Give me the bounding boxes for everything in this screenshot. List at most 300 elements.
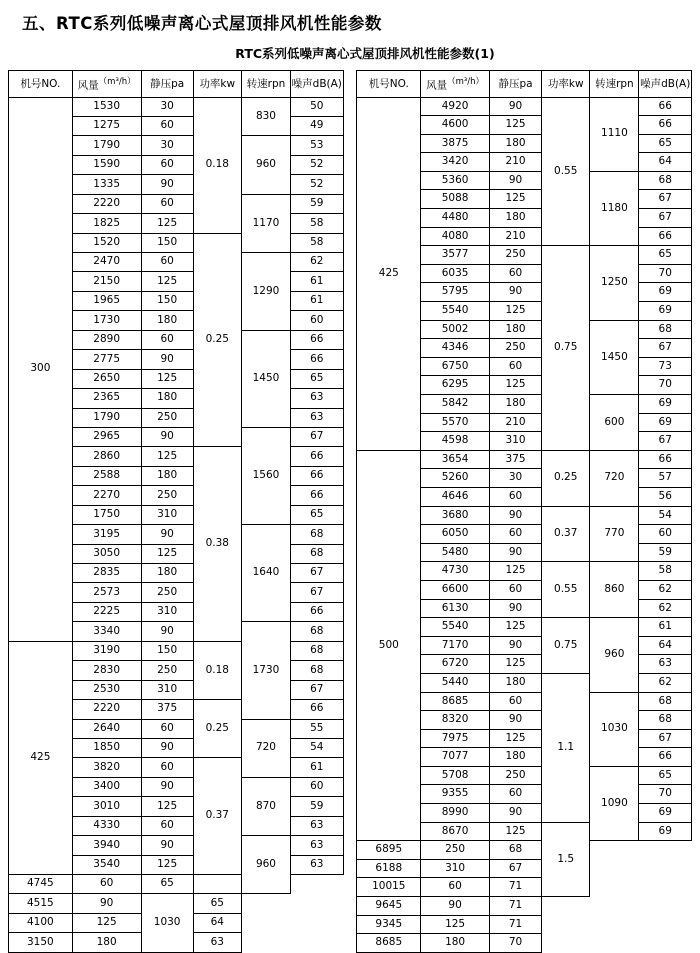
cell-noise: 68 (490, 841, 542, 860)
cell-pressure: 375 (490, 450, 542, 469)
cell-pressure: 60 (490, 487, 542, 506)
cell-flow: 2470 (72, 253, 141, 272)
cell-noise: 63 (193, 933, 241, 953)
cell-pressure: 90 (490, 171, 542, 190)
cell-flow: 2270 (72, 486, 141, 505)
cell-noise: 58 (291, 233, 344, 252)
cell-noise: 66 (291, 602, 344, 621)
cell-flow: 10015 (357, 878, 421, 897)
cell-pressure: 30 (141, 136, 193, 155)
cell-pressure: 125 (490, 376, 542, 395)
cell-pressure: 180 (141, 564, 193, 583)
cell-flow: 3195 (72, 525, 141, 544)
cell-flow: 6035 (421, 264, 490, 283)
cell-model: 300 (9, 97, 73, 641)
cell-flow: 1965 (72, 291, 141, 310)
cell-noise: 69 (639, 804, 692, 823)
cell-noise: 66 (639, 97, 692, 116)
cell-pressure: 125 (490, 302, 542, 321)
cell-flow: 3400 (72, 777, 141, 796)
cell-pressure: 60 (490, 692, 542, 711)
cell-flow: 4646 (421, 487, 490, 506)
cell-flow: 4100 (9, 913, 73, 932)
cell-noise: 66 (639, 450, 692, 469)
cell-flow: 2830 (72, 661, 141, 680)
cell-flow: 3540 (72, 855, 141, 874)
cell-noise: 53 (291, 136, 344, 155)
cell-pressure: 60 (421, 878, 490, 897)
cell-noise: 63 (291, 836, 344, 855)
cell-power: 0.18 (193, 97, 241, 233)
cell-noise: 61 (291, 291, 344, 310)
cell-noise: 68 (291, 641, 344, 660)
cell-noise: 63 (291, 855, 344, 874)
cell-pressure: 125 (141, 447, 193, 466)
cell-pressure: 310 (421, 859, 490, 878)
cell-noise: 62 (291, 253, 344, 272)
cell-rpm: 1030 (590, 692, 639, 766)
cell-power: 0.75 (542, 618, 590, 674)
cell-noise: 68 (639, 711, 692, 730)
cell-noise: 64 (193, 913, 241, 932)
cell-flow: 4920 (421, 97, 490, 116)
cell-pressure: 125 (141, 797, 193, 816)
cell-pressure: 180 (490, 134, 542, 153)
header-rpm: 转速rpn (241, 71, 290, 98)
cell-pressure: 210 (490, 227, 542, 246)
cell-flow: 3577 (421, 246, 490, 265)
cell-power: 1.1 (542, 673, 590, 822)
cell-noise: 63 (291, 389, 344, 408)
header-noise: 噪声dB(A) (291, 71, 344, 98)
cell-model: 425 (9, 641, 73, 874)
cell-noise: 70 (490, 934, 542, 953)
cell-noise: 61 (291, 758, 344, 777)
cell-pressure: 125 (141, 369, 193, 388)
table-row (357, 97, 692, 116)
header-pressure: 静压pa (141, 71, 193, 98)
cell-pressure: 60 (141, 719, 193, 738)
cell-flow: 2965 (72, 427, 141, 446)
header-flow (421, 71, 490, 98)
cell-flow: 1275 (72, 116, 141, 135)
header-flow-unit: （m³/h） (98, 77, 136, 87)
cell-noise: 67 (639, 729, 692, 748)
cell-noise: 66 (291, 330, 344, 349)
cell-flow: 8990 (421, 804, 490, 823)
cell-noise: 70 (639, 785, 692, 804)
cell-noise: 68 (639, 692, 692, 711)
cell-noise: 70 (639, 264, 692, 283)
table-row (357, 450, 692, 469)
cell-pressure: 180 (72, 933, 141, 953)
cell-noise: 65 (291, 505, 344, 524)
cell-pressure: 30 (141, 97, 193, 116)
cell-noise: 73 (639, 357, 692, 376)
cell-flow: 5570 (421, 413, 490, 432)
cell-noise: 61 (291, 272, 344, 291)
table-row (357, 859, 692, 878)
cell-noise: 65 (141, 875, 193, 894)
cell-pressure: 90 (141, 525, 193, 544)
cell-flow: 5540 (421, 618, 490, 637)
header-flow-label: 风量 (426, 79, 448, 92)
cell-flow: 6130 (421, 599, 490, 618)
cell-pressure: 125 (490, 822, 542, 841)
cell-flow: 6295 (421, 376, 490, 395)
cell-noise: 67 (291, 564, 344, 583)
cell-pressure: 90 (490, 506, 542, 525)
cell-pressure: 90 (490, 543, 542, 562)
cell-noise: 50 (291, 97, 344, 116)
cell-flow: 1530 (72, 97, 141, 116)
cell-pressure: 250 (141, 486, 193, 505)
cell-flow: 5842 (421, 395, 490, 414)
cell-flow: 1790 (72, 136, 141, 155)
cell-noise: 62 (639, 673, 692, 692)
table-row (357, 897, 692, 916)
table-caption: RTC系列低噪声离心式屋顶排风机性能参数(1) (235, 46, 495, 61)
cell-flow: 4730 (421, 562, 490, 581)
cell-noise: 65 (291, 369, 344, 388)
cell-noise: 58 (291, 214, 344, 233)
cell-flow: 4600 (421, 116, 490, 135)
cell-noise: 60 (291, 777, 344, 796)
cell-flow: 9355 (421, 785, 490, 804)
cell-flow: 5360 (421, 171, 490, 190)
cell-power: 0.25 (193, 700, 241, 758)
cell-noise: 68 (291, 525, 344, 544)
cell-rpm: 1290 (241, 253, 290, 331)
performance-table-left (8, 70, 344, 953)
cell-pressure: 250 (141, 583, 193, 602)
cell-pressure: 60 (490, 580, 542, 599)
cell-noise: 66 (639, 116, 692, 135)
cell-noise: 59 (639, 543, 692, 562)
cell-noise: 68 (639, 320, 692, 339)
cell-noise: 66 (291, 486, 344, 505)
cell-pressure: 60 (141, 253, 193, 272)
cell-noise: 71 (490, 915, 542, 934)
cell-pressure: 30 (490, 469, 542, 488)
cell-pressure: 90 (141, 427, 193, 446)
cell-flow: 5540 (421, 302, 490, 321)
cell-power: 0.25 (193, 233, 241, 447)
cell-pressure: 60 (490, 785, 542, 804)
table-body-right (357, 97, 692, 952)
cell-flow: 6750 (421, 357, 490, 376)
cell-flow: 1730 (72, 311, 141, 330)
cell-flow: 7077 (421, 748, 490, 767)
cell-rpm: 1450 (241, 330, 290, 427)
cell-noise: 67 (291, 427, 344, 446)
cell-noise: 67 (639, 432, 692, 451)
cell-flow: 2650 (72, 369, 141, 388)
cell-flow: 2588 (72, 466, 141, 485)
cell-noise: 52 (291, 175, 344, 194)
cell-flow: 4745 (9, 875, 73, 894)
cell-rpm: 1170 (241, 194, 290, 252)
cell-rpm: 770 (590, 506, 639, 562)
cell-pressure: 60 (141, 194, 193, 213)
cell-pressure: 60 (141, 155, 193, 174)
cell-model: 425 (357, 97, 421, 450)
cell-flow: 3654 (421, 450, 490, 469)
cell-rpm: 1640 (241, 525, 290, 622)
cell-flow: 8320 (421, 711, 490, 730)
cell-flow: 9645 (357, 897, 421, 916)
cell-flow: 1590 (72, 155, 141, 174)
cell-power: 1.5 (542, 822, 590, 896)
cell-noise: 65 (639, 134, 692, 153)
cell-flow: 3940 (72, 836, 141, 855)
cell-pressure: 90 (141, 777, 193, 796)
cell-flow: 8670 (421, 822, 490, 841)
cell-pressure: 90 (141, 350, 193, 369)
cell-pressure: 250 (490, 339, 542, 358)
cell-noise: 69 (639, 302, 692, 321)
cell-flow: 2530 (72, 680, 141, 699)
cell-pressure: 310 (141, 602, 193, 621)
cell-pressure: 90 (490, 636, 542, 655)
cell-flow: 1850 (72, 738, 141, 757)
cell-noise: 68 (639, 171, 692, 190)
cell-pressure: 60 (141, 116, 193, 135)
cell-flow: 6720 (421, 655, 490, 674)
cell-pressure: 90 (141, 622, 193, 641)
cell-model: 500 (357, 450, 421, 840)
cell-pressure: 60 (490, 264, 542, 283)
cell-flow: 7170 (421, 636, 490, 655)
table-header-row (357, 71, 692, 98)
cell-flow: 5795 (421, 283, 490, 302)
cell-pressure: 250 (141, 408, 193, 427)
cell-pressure: 60 (141, 816, 193, 835)
cell-noise: 59 (291, 194, 344, 213)
cell-pressure: 60 (490, 525, 542, 544)
cell-pressure: 180 (141, 466, 193, 485)
cell-noise: 69 (639, 413, 692, 432)
cell-power: 0.18 (193, 641, 241, 699)
cell-pressure: 180 (490, 320, 542, 339)
cell-noise: 67 (291, 680, 344, 699)
cell-pressure: 250 (141, 661, 193, 680)
cell-rpm: 960 (590, 618, 639, 692)
cell-noise: 67 (639, 190, 692, 209)
cell-noise: 56 (639, 487, 692, 506)
cell-noise: 68 (291, 622, 344, 641)
cell-flow: 7975 (421, 729, 490, 748)
cell-flow: 2220 (72, 194, 141, 213)
cell-rpm: 860 (590, 562, 639, 618)
cell-rpm: 1090 (590, 766, 639, 840)
cell-rpm: 1730 (241, 622, 290, 719)
cell-power: 0.25 (542, 450, 590, 506)
cell-pressure: 210 (490, 153, 542, 172)
cell-noise: 69 (639, 822, 692, 841)
cell-noise: 68 (291, 661, 344, 680)
cell-flow: 8685 (357, 934, 421, 953)
cell-noise: 71 (490, 897, 542, 916)
cell-pressure: 125 (141, 214, 193, 233)
cell-power: 0.75 (542, 246, 590, 451)
header-power: 功率kw (542, 71, 590, 98)
cell-flow: 5440 (421, 673, 490, 692)
cell-noise: 59 (291, 797, 344, 816)
cell-pressure: 125 (490, 655, 542, 674)
cell-noise: 63 (639, 655, 692, 674)
cell-noise: 62 (639, 580, 692, 599)
tables-container (0, 70, 700, 953)
cell-noise: 70 (639, 376, 692, 395)
cell-noise: 63 (291, 408, 344, 427)
cell-flow: 4598 (421, 432, 490, 451)
cell-flow: 3150 (9, 933, 73, 953)
cell-flow: 6895 (357, 841, 421, 860)
table-gap (344, 70, 357, 953)
cell-flow: 2150 (72, 272, 141, 291)
cell-noise: 60 (291, 311, 344, 330)
table-row (357, 878, 692, 897)
cell-flow: 1335 (72, 175, 141, 194)
header-rpm: 转速rpn (590, 71, 639, 98)
cell-noise: 66 (639, 748, 692, 767)
cell-pressure: 125 (141, 272, 193, 291)
cell-noise: 67 (639, 209, 692, 228)
cell-pressure: 125 (141, 544, 193, 563)
table-body-left (9, 97, 344, 952)
cell-noise: 55 (291, 719, 344, 738)
cell-noise: 49 (291, 116, 344, 135)
header-power: 功率kw (193, 71, 241, 98)
cell-noise: 63 (291, 816, 344, 835)
performance-table-right (356, 70, 692, 953)
cell-pressure: 125 (490, 562, 542, 581)
cell-rpm: 720 (241, 719, 290, 777)
page (0, 10, 700, 949)
cell-pressure: 125 (72, 913, 141, 932)
cell-noise: 69 (639, 395, 692, 414)
page-title: 五、RTC系列低噪声离心式屋顶排风机性能参数 (22, 14, 382, 33)
cell-rpm: 1030 (141, 894, 193, 952)
cell-pressure: 310 (141, 680, 193, 699)
cell-pressure: 180 (421, 934, 490, 953)
cell-pressure: 60 (490, 357, 542, 376)
cell-flow: 3820 (72, 758, 141, 777)
cell-pressure: 150 (141, 291, 193, 310)
cell-power: 0.37 (542, 506, 590, 562)
cell-noise: 65 (639, 766, 692, 785)
cell-pressure: 125 (490, 190, 542, 209)
table-row (357, 841, 692, 860)
cell-flow: 6188 (357, 859, 421, 878)
cell-flow: 6600 (421, 580, 490, 599)
cell-pressure: 250 (421, 841, 490, 860)
cell-flow: 6050 (421, 525, 490, 544)
cell-pressure: 125 (141, 855, 193, 874)
cell-pressure: 150 (141, 641, 193, 660)
cell-rpm: 720 (590, 450, 639, 506)
cell-flow: 4330 (72, 816, 141, 835)
cell-pressure: 90 (421, 897, 490, 916)
cell-noise: 54 (639, 506, 692, 525)
table-head-right (357, 71, 692, 98)
cell-flow: 3190 (72, 641, 141, 660)
cell-rpm: 830 (241, 97, 290, 136)
cell-flow: 4080 (421, 227, 490, 246)
cell-pressure: 180 (141, 311, 193, 330)
cell-flow: 3420 (421, 153, 490, 172)
cell-noise: 64 (639, 636, 692, 655)
cell-rpm: 960 (241, 136, 290, 194)
cell-pressure: 90 (141, 836, 193, 855)
header-pressure: 静压pa (490, 71, 542, 98)
table-row (9, 97, 344, 116)
cell-pressure: 125 (421, 915, 490, 934)
header-flow-unit: （m³/h） (447, 77, 485, 87)
header-noise: 噪声dB(A) (639, 71, 692, 98)
cell-noise: 66 (291, 700, 344, 719)
cell-pressure: 310 (490, 432, 542, 451)
header-flow-label: 风量 (77, 79, 99, 92)
header-model: 机号NO. (357, 71, 421, 98)
cell-pressure: 125 (490, 729, 542, 748)
cell-rpm: 1560 (241, 427, 290, 524)
cell-power: 0.55 (542, 562, 590, 618)
cell-flow: 2220 (72, 700, 141, 719)
cell-flow: 2775 (72, 350, 141, 369)
header-flow (72, 71, 141, 98)
table-row (357, 915, 692, 934)
cell-flow: 4480 (421, 209, 490, 228)
cell-noise: 61 (639, 618, 692, 637)
cell-rpm: 1110 (590, 97, 639, 171)
cell-noise: 66 (639, 227, 692, 246)
cell-flow: 3010 (72, 797, 141, 816)
cell-noise: 54 (291, 738, 344, 757)
cell-noise: 71 (490, 878, 542, 897)
cell-power: 0.55 (542, 97, 590, 246)
cell-rpm: 1180 (590, 171, 639, 245)
cell-flow: 3050 (72, 544, 141, 563)
cell-pressure: 60 (141, 330, 193, 349)
cell-noise: 66 (291, 350, 344, 369)
cell-flow: 1790 (72, 408, 141, 427)
cell-flow: 5480 (421, 543, 490, 562)
cell-flow: 5260 (421, 469, 490, 488)
cell-pressure: 60 (72, 875, 141, 894)
cell-pressure: 180 (490, 395, 542, 414)
cell-pressure: 180 (490, 673, 542, 692)
cell-pressure: 125 (490, 618, 542, 637)
cell-noise: 69 (639, 283, 692, 302)
cell-pressure: 250 (490, 246, 542, 265)
cell-pressure: 180 (490, 209, 542, 228)
cell-power: 0.37 (193, 758, 241, 875)
cell-pressure: 150 (141, 233, 193, 252)
cell-noise: 52 (291, 155, 344, 174)
cell-pressure: 90 (490, 283, 542, 302)
cell-rpm: 1450 (590, 320, 639, 394)
table-row (9, 875, 344, 894)
table-row (9, 641, 344, 660)
cell-power: 0.38 (193, 447, 241, 641)
cell-rpm: 600 (590, 395, 639, 451)
cell-flow: 2890 (72, 330, 141, 349)
cell-flow: 2573 (72, 583, 141, 602)
cell-noise: 64 (639, 153, 692, 172)
cell-pressure: 375 (141, 700, 193, 719)
